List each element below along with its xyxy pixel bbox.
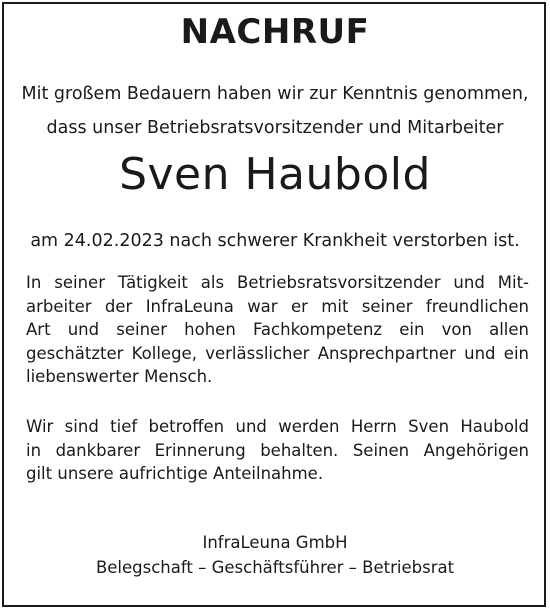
tribute-paragraph: [26, 271, 529, 389]
tribute-line: geschätzter Kollege, verlässlicher Ansprechpartner und ein: [26, 343, 529, 363]
intro-line-1: Mit großem Bedauern haben wir zur Kenntnis genommen,: [21, 84, 529, 104]
tribute-line: arbeiter der InfraLeuna war er mit seiner freundlichen: [26, 296, 529, 316]
death-date-line: am 24.02.2023 nach schwerer Krankheit verstorben ist.: [30, 231, 520, 251]
condolence-line: gilt unsere aufrichtige Anteilnahme.: [26, 464, 324, 483]
signature-groups: Belegschaft – Geschäftsführer – Betriebsrat: [95, 558, 455, 577]
tribute-line: In seiner Tätigkeit als Betriebsratsvorsitzender und Mit-: [26, 273, 529, 292]
tribute-line: Art und seiner hohen Fachkompetenz ein von allen: [26, 320, 529, 339]
condolence-line: Wir sind tief betroffen und werden Herrn Sven Haubold: [26, 417, 529, 436]
notice-heading: NACHRUF: [180, 12, 370, 52]
deceased-name: Sven Haubold: [119, 149, 431, 200]
signature-company: InfraLeuna GmbH: [202, 533, 348, 552]
condolence-paragraph: [26, 415, 529, 486]
condolence-line: in dankbarer Erinnerung behalten. Seinen Angehörigen: [26, 440, 529, 460]
intro-line-2: dass unser Betriebsratsvorsitzender und Mitarbeiter: [46, 118, 504, 138]
tribute-line: liebenswerter Mensch.: [26, 367, 213, 386]
